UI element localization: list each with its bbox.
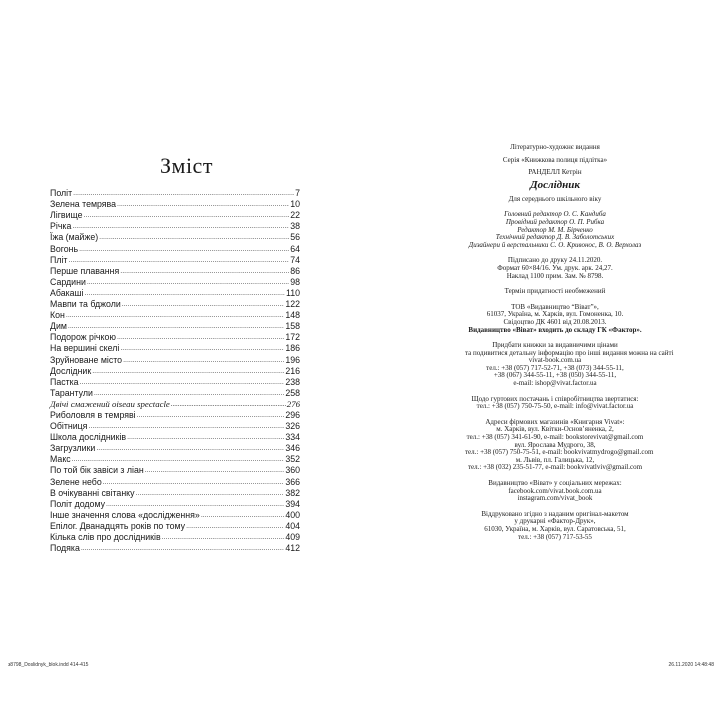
toc-entry-title: Загрузлики: [50, 443, 96, 454]
imprint-buy-line: e-mail: ishop@vivat.factor.ua: [513, 379, 597, 388]
toc-entry: [50, 442, 300, 453]
toc-entry: [50, 220, 300, 231]
toc-entry-title: По той бік завіси з ліан: [50, 465, 144, 476]
toc-entry: [50, 242, 300, 253]
toc-entry-title: Лігвище: [50, 210, 83, 221]
toc-entry: [50, 431, 300, 442]
toc-leader-dots: [120, 344, 284, 353]
toc-entry-page: 148: [285, 310, 300, 321]
imprint-stores-line: тел.: +38 (032) 235-51-77, e-mail: bookvivatlviv@gmail.com: [467, 463, 643, 472]
toc-entry-title: Подяка: [50, 543, 80, 554]
toc-entry: [50, 276, 300, 287]
toc-entry-page: 412: [285, 543, 300, 554]
toc-entry-title: Вогонь: [50, 243, 79, 254]
toc-entry: [50, 531, 300, 542]
toc-entry-page: 366: [285, 476, 300, 487]
toc-leader-dots: [87, 278, 289, 287]
toc-leader-dots: [81, 544, 284, 553]
toc-entry-page: 22: [290, 210, 300, 221]
imprint-social-line: instagram.com/vivat_book: [517, 494, 593, 503]
toc-entry-title: Тарантули: [50, 387, 93, 398]
toc-entry-page: 360: [285, 465, 300, 476]
toc-entry-page: 172: [285, 332, 300, 343]
toc-entry-title: Подорож річкою: [50, 332, 116, 343]
toc-entry: [50, 387, 300, 398]
toc-entry-title: Перше плавання: [50, 265, 120, 276]
toc-entry-page: 409: [285, 532, 300, 542]
toc-entry-title: Політ: [50, 188, 73, 199]
imprint-stores-line: Адреси фірмових магазинів «Книгарня Vivat»:: [485, 417, 625, 426]
toc-entry-title: Зелене небо: [50, 476, 102, 487]
toc-entry-page: 186: [285, 343, 300, 354]
toc-leader-dots: [68, 322, 284, 331]
toc-entry-title: Макс: [50, 454, 71, 465]
toc-leader-dots: [123, 356, 284, 365]
toc-entry-page: 296: [285, 409, 300, 420]
imprint-audience: Для середнього шкільного віку: [508, 194, 602, 203]
toc-leader-dots: [85, 289, 285, 298]
toc-entry: [50, 398, 300, 409]
toc-entry: [50, 487, 300, 498]
toc-leader-dots: [99, 233, 289, 242]
toc-leader-dots: [145, 466, 285, 475]
toc-entry: [50, 298, 300, 309]
imprint-author: РАНДЕЛЛ Кетрін: [528, 168, 582, 177]
toc-leader-dots: [201, 511, 285, 520]
toc-entry-title: Сардини: [50, 276, 86, 287]
toc-entry-title: Абакаші: [50, 287, 84, 298]
toc-entry: [50, 209, 300, 220]
toc-entry: [50, 520, 300, 531]
imprint-block: [465, 143, 674, 541]
toc-entry-page: 38: [290, 221, 300, 232]
imprint-genre: Літературно-художнє видання: [510, 143, 600, 151]
toc-entry: [50, 309, 300, 320]
toc-entry-page: 404: [285, 520, 300, 531]
toc-entry-page: 86: [290, 265, 300, 276]
toc-entry: [50, 498, 300, 509]
toc-entry-page: 110: [285, 287, 300, 298]
toc-entry-title: Школа дослідників: [50, 432, 127, 443]
toc-entry-title: В очікуванні світанку: [50, 487, 135, 498]
toc-entry-title: Дим: [50, 321, 67, 332]
imprint-print-line: Наклад 1100 прим. Зам. № 8798.: [506, 271, 604, 280]
toc-entry-title: Інше значення слова «дослідження»: [50, 509, 200, 520]
toc-entry: [50, 365, 300, 376]
imprint-buy-line: Придбати книжки за видавничими цінами: [492, 341, 618, 350]
imprint-publisher-line: Свідоцтво ДК 4601 від 20.08.2013.: [503, 317, 607, 326]
toc-entry-title: Дослідник: [50, 365, 92, 376]
toc-entry-title: Політ додому: [50, 498, 105, 509]
toc-entry-title: На вершині скелі: [50, 343, 120, 354]
toc-leader-dots: [92, 367, 284, 376]
toc-leader-dots: [171, 400, 286, 409]
toc-entry-page: 10: [290, 199, 300, 210]
imprint-printer-line: тел.: +38 (057) 717-53-55: [518, 532, 592, 541]
imprint-stores-line: тел.: +38 (057) 341-61-90, e-mail: bookstorevivat@gmail.com: [466, 433, 644, 442]
toc-entry: [50, 198, 300, 209]
toc-leader-dots: [68, 256, 289, 265]
imprint-printer-line: 61030, Україна, м. Харків, вул. Саратовська, 51,: [484, 524, 626, 533]
toc-entry-title: Кон: [50, 310, 65, 321]
toc-leader-dots: [94, 389, 284, 398]
toc-entry: [50, 509, 300, 520]
toc-entry: [50, 376, 300, 387]
toc-entry-page: 352: [285, 454, 300, 465]
toc-entry-title: Пліт: [50, 254, 68, 265]
toc-leader-dots: [96, 444, 284, 453]
imprint-wholesale-line: тел.: +38 (057) 750-75-50, e-mail: info@vivat.factor.ua: [476, 402, 634, 411]
toc-leader-dots: [103, 478, 285, 487]
toc-leader-dots: [186, 522, 284, 531]
imprint-stores-line: тел.: +38 (057) 750-75-51, e-mail: bookvivatmydrogo@gmail.com: [465, 448, 654, 457]
imprint-stores-line: м. Харків, вул. Квітки-Основ’яненка, 2,: [496, 425, 614, 434]
toc-entry-page: 394: [285, 498, 300, 509]
toc-entry-title: Мавпи та бджоли: [50, 299, 121, 310]
imprint-print-line: Формат 60×84/16. Ум. друк. арк. 24,27.: [497, 263, 613, 272]
toc-leader-dots: [137, 411, 285, 420]
imprint-publisher-line: ТОВ «Видавництво “Віват”»,: [511, 302, 599, 311]
imprint-stores-line: м. Львів, пл. Галицька, 12,: [515, 455, 595, 464]
toc-entry-page: 334: [285, 432, 300, 443]
toc-entry: [50, 287, 300, 298]
imprint-series: Серія «Книжкова полиця підлітка»: [502, 155, 608, 164]
toc-entry: [50, 342, 300, 353]
toc-entry-page: 400: [285, 509, 300, 520]
toc-entry: [50, 542, 300, 553]
toc-leader-dots: [120, 267, 289, 276]
toc-leader-dots: [80, 378, 285, 387]
toc-entry-page: 122: [285, 299, 300, 310]
toc-entry-title: Зруйноване місто: [50, 354, 123, 365]
toc-entry: [50, 420, 300, 431]
toc-entry-page: 276: [286, 398, 300, 409]
imprint-staff-line: Дизайнери й верстальники С. О. Кривонос, В. О. Верхолаз: [468, 240, 642, 249]
imprint-social-line: facebook.com/vivat.book.com.ua: [508, 486, 602, 495]
imprint-print-line: Підписано до друку 24.11.2020.: [507, 256, 603, 265]
toc-leader-dots: [127, 433, 284, 442]
toc-entry: [50, 231, 300, 242]
toc-entry: [50, 353, 300, 364]
toc-entry-title: Двічі смажений oiseau spectacle: [50, 398, 170, 409]
toc-entry: [50, 254, 300, 265]
toc-leader-dots: [72, 455, 285, 464]
imprint-stores-line: вул. Ярослава Мудрого, 38,: [514, 440, 596, 449]
toc-leader-dots: [88, 422, 284, 431]
imprint-printer-line: у друкарні «Фактор-Друк»,: [514, 517, 596, 526]
toc-entry: [50, 187, 300, 198]
imprint-buy-line: та подивитися детальну інформацію про інші видання можна на сайті: [465, 348, 674, 357]
toc-entry-page: 258: [285, 387, 300, 398]
toc-entry: [50, 475, 300, 486]
imprint-staff-line: Головний редактор О. С. Кандиба: [504, 210, 606, 219]
footer-file-info: з8798_Doslidnyk_blok.indd 414-415: [8, 662, 89, 668]
toc-leader-dots: [117, 200, 289, 209]
toc-leader-dots: [117, 333, 284, 342]
toc-entry-page: 326: [285, 421, 300, 432]
toc-entry-page: 7: [295, 188, 300, 199]
imprint-social-line: Видавництво «Віват» у соціальних мережах:: [488, 479, 622, 487]
footer-timestamp: 26.11.2020 14:48:48: [668, 662, 714, 668]
imprint-wholesale-line: Щодо гуртових постачань і співробітництва звертатися:: [471, 394, 639, 403]
toc-entry-title: Річка: [50, 221, 72, 232]
toc-entry-page: 56: [290, 232, 300, 243]
imprint-staff-line: Технічний редактор Д. В. Заболотських: [495, 233, 615, 242]
imprint-buy-line: +38 (067) 344-55-11, +38 (050) 344-55-11,: [493, 371, 617, 380]
toc-entry-title: Їжа (майже): [50, 232, 99, 243]
toc-leader-dots: [79, 245, 289, 254]
toc-entry-title: Риболовля в темряві: [50, 409, 136, 420]
toc-leader-dots: [136, 489, 285, 498]
toc-leader-dots: [162, 533, 285, 542]
toc-leader-dots: [72, 222, 289, 231]
toc-entry-page: 238: [285, 376, 300, 387]
toc-entry-title: Епілог. Дванадцять років по тому: [50, 520, 186, 531]
toc-entry-title: Обітниця: [50, 421, 88, 432]
toc-entry: [50, 453, 300, 464]
imprint-buy-line: тел.: +38 (057) 717-52-71, +38 (073) 344-55-11,: [486, 363, 624, 372]
toc-entry-page: 382: [285, 487, 300, 498]
toc-entry-page: 74: [290, 254, 300, 265]
toc-entry: [50, 265, 300, 276]
imprint-shelf-life: Термін придатності необмежений: [504, 287, 606, 296]
toc-entry-page: 64: [290, 243, 300, 254]
toc-entry: [50, 320, 300, 331]
imprint-staff-line: Редактор М. М. Бірченко: [517, 225, 593, 234]
toc-entry-title: Пастка: [50, 376, 79, 387]
toc-leader-dots: [73, 189, 294, 198]
toc-leader-dots: [66, 311, 284, 320]
imprint-buy-line: vivat-book.com.ua: [528, 356, 582, 365]
toc-entry: [50, 409, 300, 420]
imprint-publisher-bold: Видавництво «Віват» входить до складу ГК «Фактор».: [468, 325, 642, 334]
toc-title: Зміст: [160, 153, 213, 178]
toc-entry-page: 158: [285, 321, 300, 332]
toc-entry: [50, 331, 300, 342]
toc-leader-dots: [84, 211, 290, 220]
imprint-book-title: Дослідник: [530, 178, 580, 191]
toc-entry-title: Кілька слів про дослідників: [50, 532, 161, 542]
toc-entry-page: 98: [290, 276, 300, 287]
imprint-publisher-line: 61037, Україна, м. Харків, вул. Гомоненка, 10.: [486, 310, 624, 319]
toc-entry-page: 346: [285, 443, 300, 454]
toc-entry: [50, 464, 300, 475]
toc-list: [50, 187, 300, 553]
toc-entry-page: 216: [285, 365, 300, 376]
toc-leader-dots: [106, 500, 284, 509]
toc-leader-dots: [122, 300, 285, 309]
imprint-printer-line: Віддруковано згідно з наданим оригінал-макетом: [481, 509, 629, 518]
toc-entry-title: Зелена темрява: [50, 199, 117, 210]
toc-entry-page: 196: [285, 354, 300, 365]
imprint-staff-line: Провідний редактор О. П. Рибка: [505, 217, 605, 226]
